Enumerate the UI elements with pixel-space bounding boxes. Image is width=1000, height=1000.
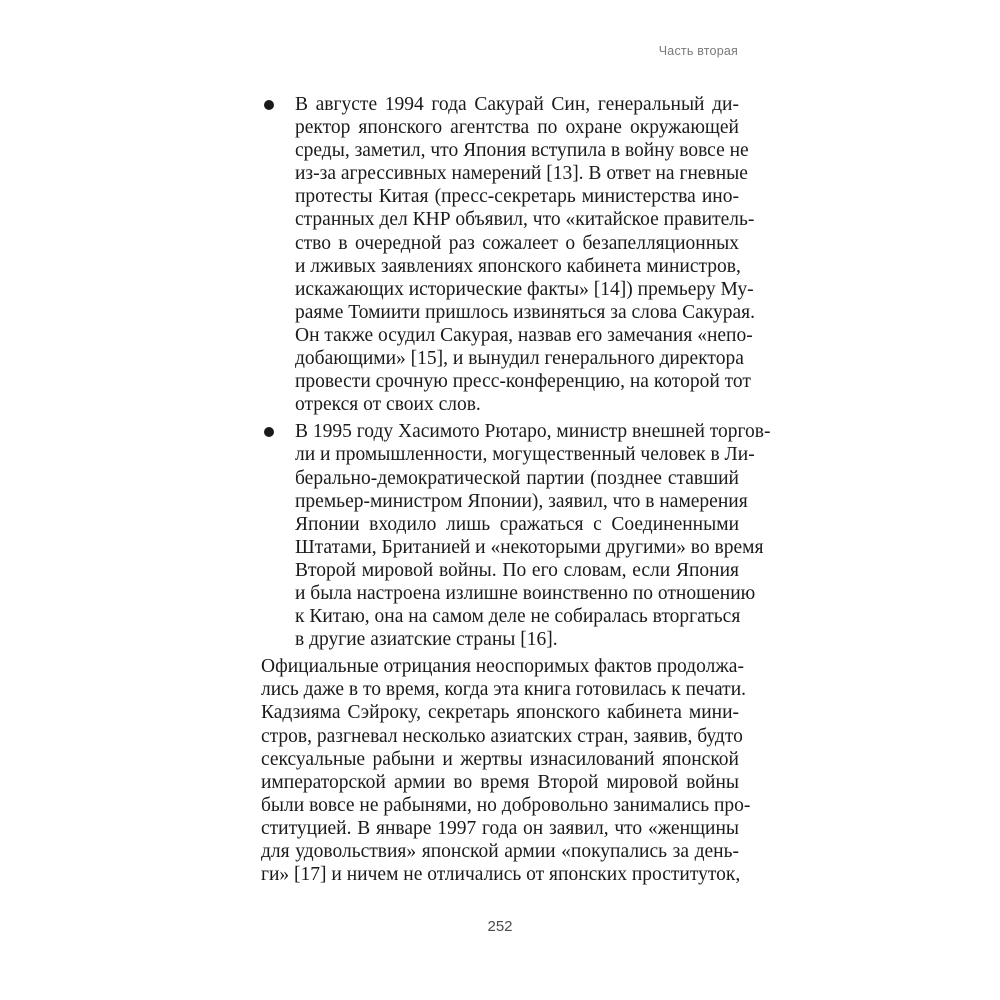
text-line: ство в очередной раз сожалеет о безапелляционных: [295, 232, 739, 254]
text-line: добающими» [15], и вынудил генерального директора: [295, 348, 744, 370]
text-line: берально-демократической партии (позднее ставший: [295, 467, 739, 489]
body-text: [261, 93, 771, 886]
text-line: и была настроена излишне воинственно по отношению: [295, 582, 756, 604]
text-line: ли и промышленности, могущественный человек в Ли-: [295, 444, 755, 466]
text-line: странных дел КНР объявил, что «китайское правитель-: [295, 209, 755, 231]
text-line: из-за агрессивных намерений [13]. В ответ на гневные: [295, 163, 748, 185]
running-head: Часть вторая: [658, 44, 738, 58]
text-line: Кадзияма Сэйроку, секретарь японского кабинета мини-: [261, 702, 739, 724]
text-line: премьер-министром Японии), заявил, что в намерения: [295, 490, 748, 512]
text-line: среды, заметил, что Япония вступила в войну вовсе не: [295, 140, 749, 162]
text-line: в другие азиатские страны [16].: [295, 629, 558, 651]
text-line: В 1995 году Хасимото Рютаро, министр внешней торгов-: [295, 421, 771, 443]
page-number: 252: [487, 918, 513, 935]
text-line: и лживых заявлениях японского кабинета министров,: [295, 255, 741, 277]
text-line: были вовсе не рабынями, но добровольно занимались про-: [261, 794, 751, 816]
body-paragraph: [261, 655, 751, 886]
text-line: протесты Китая (пресс-секретарь министерства ино-: [295, 186, 739, 208]
text-line: императорской армии во время Второй мировой войны: [261, 771, 739, 793]
text-line: В августе 1994 года Сакурай Син, генеральный ди-: [295, 94, 739, 115]
text-line: ги» [17] и ничем не отличались от японских проституток,: [261, 864, 741, 886]
text-line: сексуальные рабыни и жертвы изнасилований японской: [261, 748, 739, 770]
text-line: провести срочную пресс-конференцию, на которой тот: [295, 371, 751, 393]
bullet-item-2: [261, 420, 771, 651]
text-line: Он также осудил Сакурая, назвав его замечания «непо-: [295, 324, 753, 346]
text-line: Японии входило лишь сражаться с Соединенными: [295, 513, 739, 535]
bullet-dot-icon: [264, 427, 274, 437]
text-line: Официальные отрицания неоспоримых фактов продолжа-: [261, 656, 744, 678]
bullet-item-1: [261, 93, 755, 416]
bullet-dot-icon: [264, 100, 274, 110]
text-line: искажающих исторические факты» [14]) премьеру Му-: [295, 278, 754, 300]
text-line: лись даже в то время, когда эта книга готовилась к печати.: [261, 679, 747, 701]
bullet-list: [261, 93, 771, 651]
text-line: Штатами, Британией и «некоторыми другими» во время: [295, 536, 764, 558]
text-line: стров, разгневал несколько азиатских стран, заявив, будто: [261, 725, 743, 747]
text-line: к Китаю, она на самом деле не собиралась вторгаться: [295, 606, 741, 628]
text-line: для удовольствия» японской армии «покупались за день-: [261, 841, 739, 862]
text-line: ституцией. В январе 1997 года он заявил, что «женщины: [261, 817, 739, 839]
text-line: раяме Томиити пришлось извиняться за слова Сакурая.: [295, 301, 755, 323]
text-line: Второй мировой войны. По его словам, если Япония: [295, 559, 739, 581]
text-line: отрекся от своих слов.: [295, 394, 481, 416]
text-line: ректор японского агентства по охране окружающей: [295, 117, 739, 139]
